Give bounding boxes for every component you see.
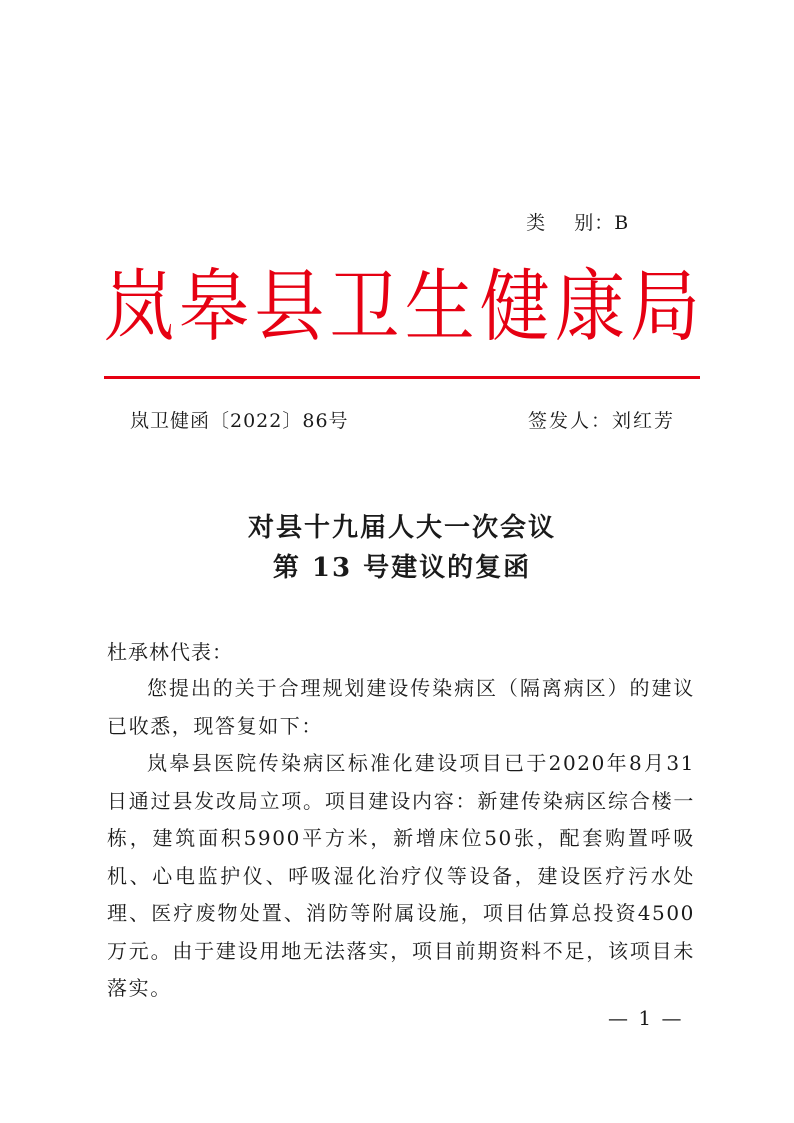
red-divider-line <box>104 376 700 379</box>
letter-body <box>107 670 695 1008</box>
org-title-char: 康 <box>554 260 625 353</box>
category-value: B <box>614 212 630 234</box>
page-number: — 1 — <box>608 1006 684 1030</box>
org-title-char: 皋 <box>179 260 250 353</box>
body-paragraph: 您提出的关于合理规划建设传染病区（隔离病区）的建议已收悉，现答复如下： <box>107 676 695 738</box>
document-title-line-2: 第 13 号建议的复函 <box>272 553 532 583</box>
signer-name: 刘红芳 <box>612 410 676 432</box>
org-title-char: 卫 <box>329 260 400 353</box>
document-title <box>104 508 700 588</box>
org-title-char: 岚 <box>104 260 174 353</box>
document-title-line-1: 对县十九届人大一次会议 <box>247 513 556 543</box>
org-title-char: 生 <box>404 260 475 353</box>
org-title-char: 县 <box>254 260 325 353</box>
signer-line <box>528 406 675 433</box>
org-title-char: 局 <box>629 260 700 353</box>
category-label: 类 别： <box>526 212 615 234</box>
signer-label: 签发人： <box>528 410 613 432</box>
salutation: 杜承林代表： <box>107 640 233 664</box>
body-paragraph: 岚皋县医院传染病区标准化建设项目已于2020年8月31日通过县发改局立项。项目建设内容：新建传染病区综合楼一栋，建筑面积5900平方米，新增床位50张，配套购置呼吸机、心电监护仪、呼吸湿化治疗仪等设备，建设医疗污水处理、医疗废物处置、消防等附属设施，项目估算总投资4500万元。由于建设用地无法落实，项目前期资料不足，该项目未落实。 <box>107 751 695 1000</box>
org-title-char: 健 <box>479 260 550 353</box>
issuing-organization-header <box>104 256 700 357</box>
document-category <box>512 186 629 235</box>
document-number: 岚卫健函〔2022〕86号 <box>130 410 349 432</box>
